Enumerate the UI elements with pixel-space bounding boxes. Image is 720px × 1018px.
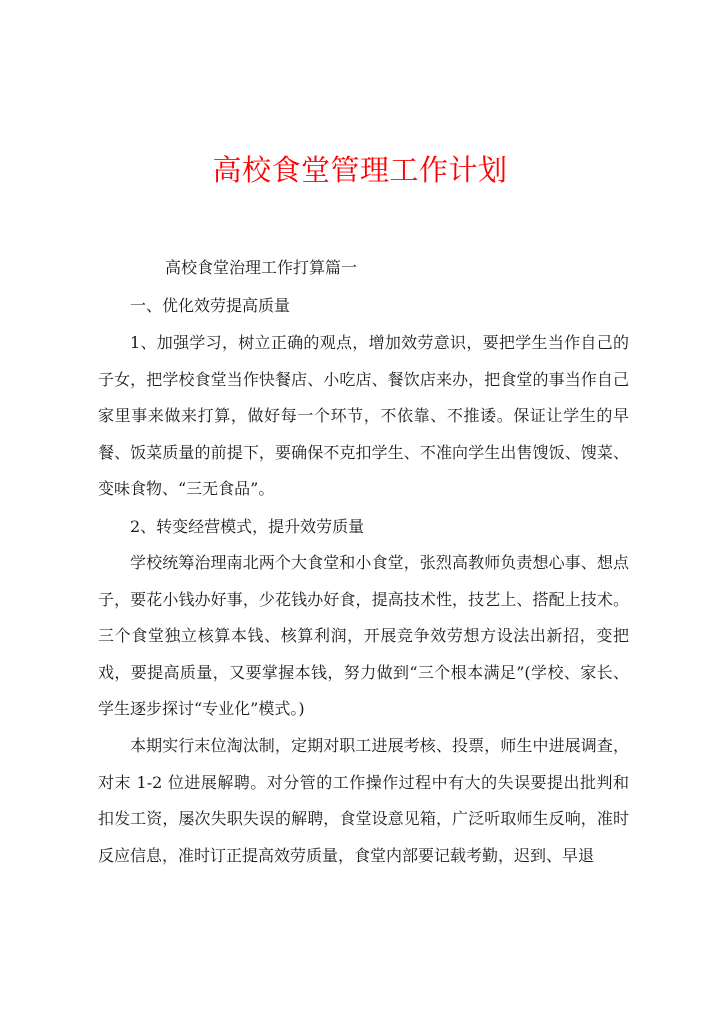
document-subtitle: 高校食堂治理工作打算篇一 [165,258,358,277]
section-heading-1: 一、优化效劳提高质量 [130,296,291,315]
document-title: 高校食堂管理工作计划 [212,153,508,187]
paragraph-3: 本期实行末位淘汰制，定期对职工进展考核、投票，师生中进展调查，对末 1-2 位进展解聘。对分管的工作操作过程中有大的失误要提出批判和扣发工资，屡次失职失误的解聘，食堂设意见箱，广泛听取师生反响，准时反应信息，准时订正提高效劳质量，食堂内部要记载考勤，迟到、早退 [98,736,629,865]
section-heading-2: 2、转变经营模式，提升效劳质量 [130,517,365,536]
paragraph-1: 1、加强学习，树立正确的观点，增加效劳意识，要把学生当作自己的子女，把学校食堂当作快餐店、小吃店、餐饮店来办，把食堂的事当作自己家里事来做来打算，做好每一个环节，不依靠、不推诿。保证让学生的早餐、饭菜质量的前提下，要确保不克扣学生、不准向学生出售馊饭、馊菜、变味食物、“三无食品”。 [98,333,629,498]
paragraph-2: 学校统筹治理南北两个大食堂和小食堂，张烈高教师负责想心事、想点子，要花小钱办好事，少花钱办好食，提高技术性，技艺上、搭配上技术。三个食堂独立核算本钱、核算利润，开展竞争效劳想方设法出新招，变把戏，要提高质量，又要掌握本钱，努力做到“三个根本满足”(学校、家长、学生逐步探讨“专业化”模式。) [98,553,629,718]
